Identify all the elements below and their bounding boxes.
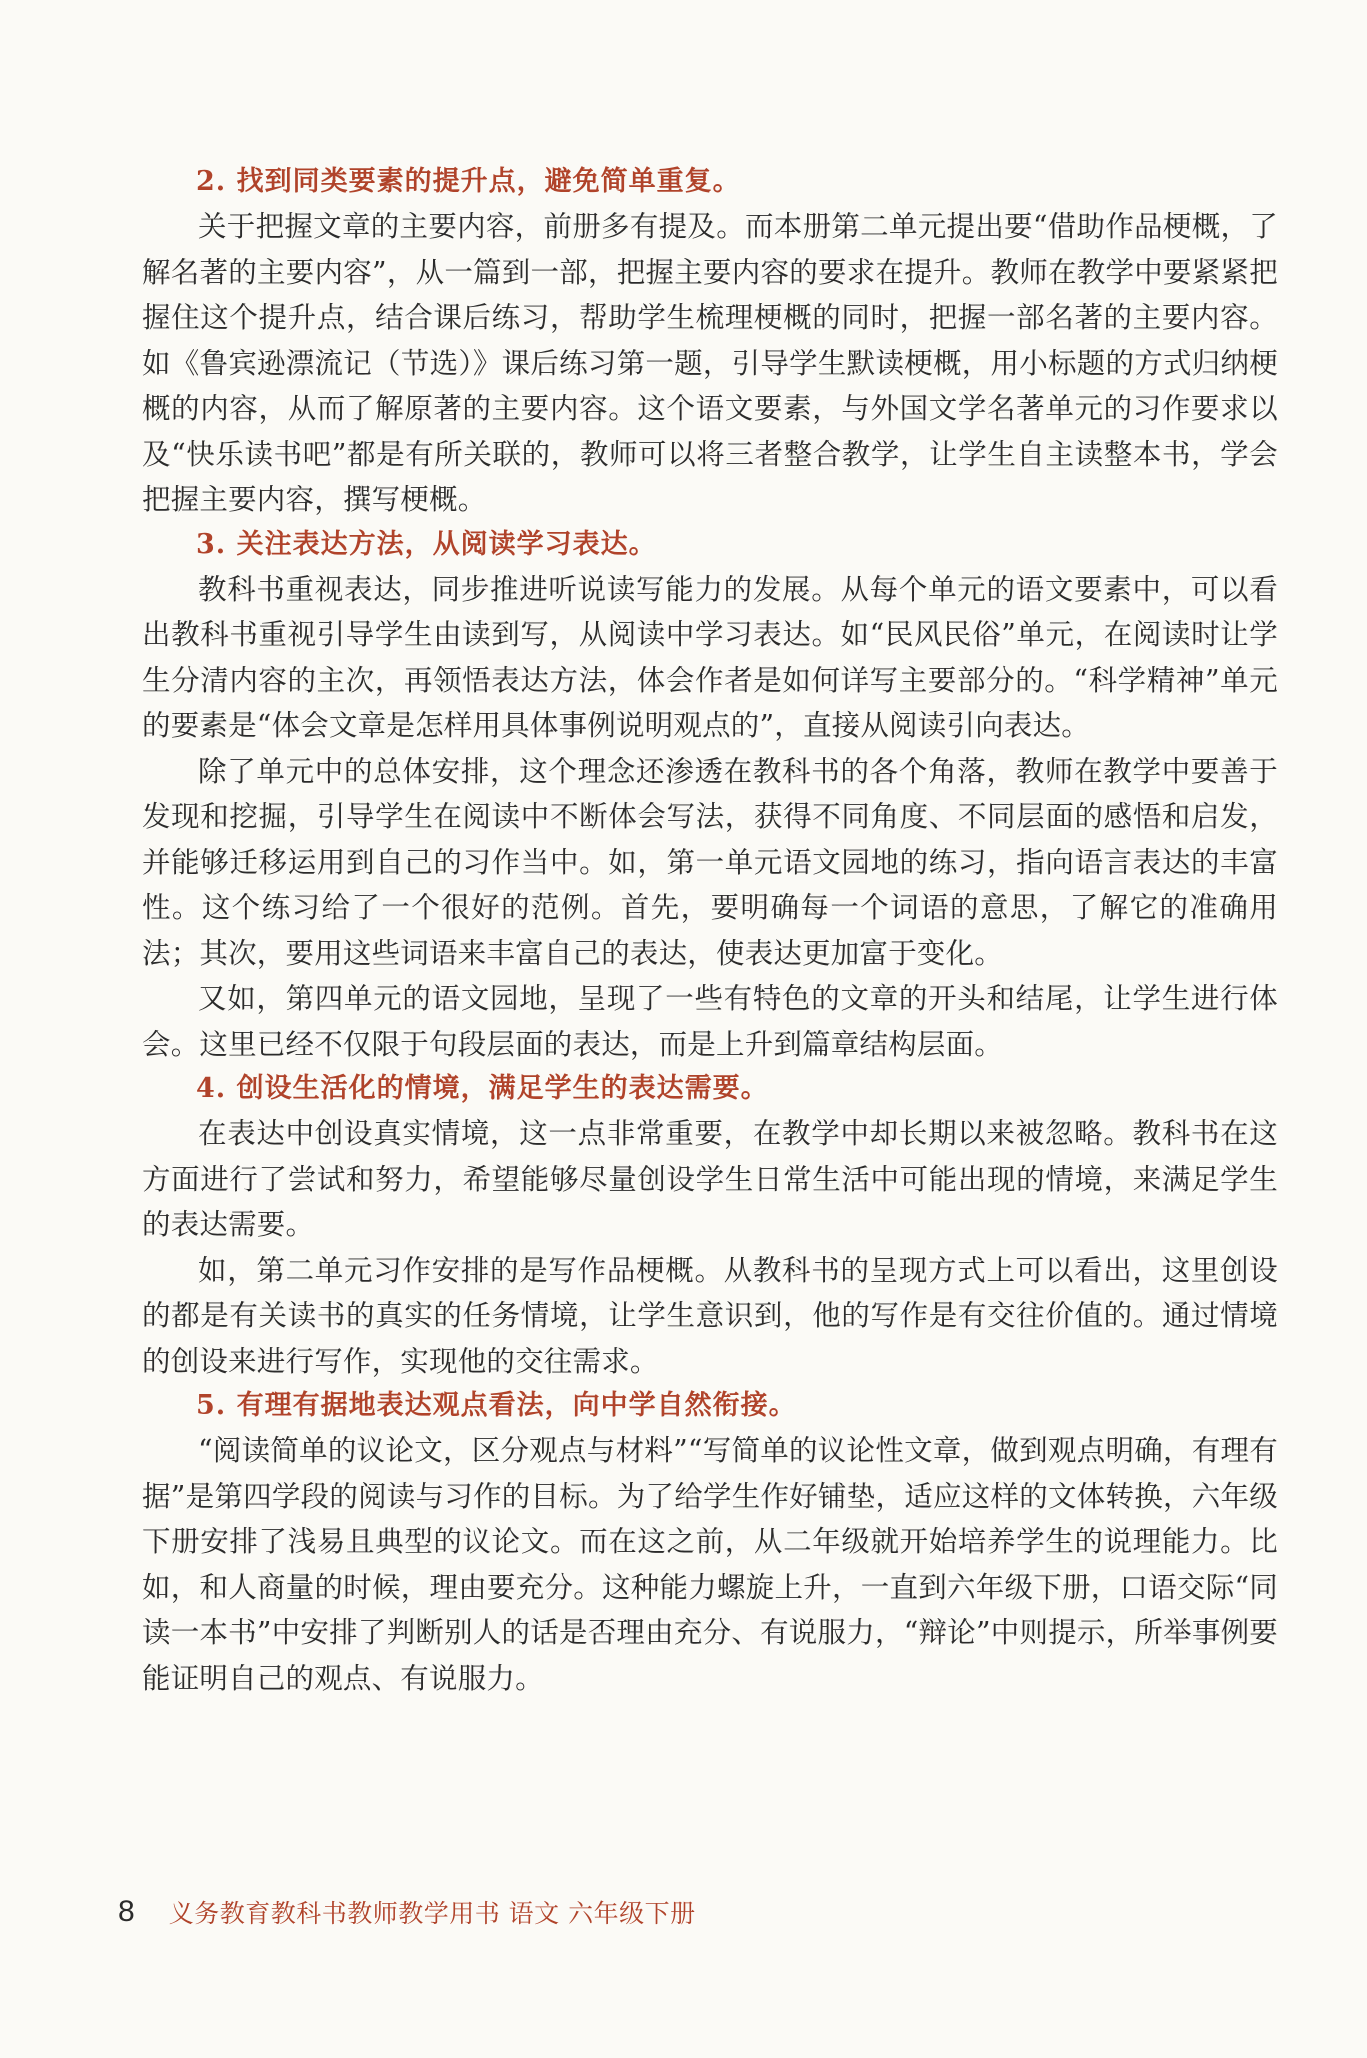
paragraph: 除了单元中的总体安排，这个理念还渗透在教科书的各个角落，教师在教学中要善于发现和挖掘，引导学生在阅读中不断体会写法，获得不同角度、不同层面的感悟和启发，并能够迁移运用到自己的习作当中。如，第一单元语文园地的练习，指向语言表达的丰富性。这个练习给了一个很好的范例。首先，要明确每一个词语的意思，了解它的准确用法；其次，要用这些词语来丰富自己的表达，使表达更加富于变化。 xyxy=(142,754,1278,970)
page-content xyxy=(142,160,1278,1701)
paragraph: 又如，第四单元的语文园地，呈现了一些有特色的文章的开头和结尾，让学生进行体会。这里已经不仅限于句段层面的表达，而是上升到篇章结构层面。 xyxy=(142,982,1278,1061)
paragraph: 如，第二单元习作安排的是写作品梗概。从教科书的呈现方式上可以看出，这里创设的都是有关读书的真实的任务情境，让学生意识到，他的写作是有交往价值的。通过情境的创设来进行写作，实现他的交往需求。 xyxy=(142,1253,1278,1378)
page-number: 8 xyxy=(118,1895,135,1928)
paragraph: 关于把握文章的主要内容，前册多有提及。而本册第二单元提出要“借助作品梗概，了解名著的主要内容”，从一篇到一部，把握主要内容的要求在提升。教师在教学中要紧紧把握住这个提升点，结合课后练习，帮助学生梳理梗概的同时，把握一部名著的主要内容。如《鲁宾逊漂流记（节选）》课后练习第一题，引导学生默读梗概，用小标题的方式归纳梗概的内容，从而了解原著的主要内容。这个语文要素，与外国文学名著单元的习作要求以及“快乐读书吧”都是有所关联的，教师可以将三者整合教学，让学生自主读整本书，学会把握主要内容，撰写梗概。 xyxy=(142,210,1278,516)
paragraph: 在表达中创设真实情境，这一点非常重要，在教学中却长期以来被忽略。教科书在这方面进行了尝试和努力，希望能够尽量创设学生日常生活中可能出现的情境，来满足学生的表达需要。 xyxy=(142,1117,1278,1241)
section-heading: 4. 创设生活化的情境，满足学生的表达需要。 xyxy=(196,1073,769,1104)
paragraph: 教科书重视表达，同步推进听说读写能力的发展。从每个单元的语文要素中，可以看出教科书重视引导学生由读到写，从阅读中学习表达。如“民风民俗”单元，在阅读时让学生分清内容的主次，再领悟表达方法，体会作者是如何详写主要部分的。“科学精神”单元的要素是“体会文章是怎样用具体事例说明观点的”，直接从阅读引向表达。 xyxy=(142,572,1278,742)
section-heading: 5. 有理有据地表达观点看法，向中学自然衔接。 xyxy=(196,1390,797,1421)
section-4 xyxy=(142,1067,1278,1384)
section-5 xyxy=(142,1384,1278,1701)
section-3 xyxy=(142,523,1278,1068)
page-footer xyxy=(118,1890,696,1934)
section-2 xyxy=(142,160,1278,523)
book-title: 义务教育教科书教师教学用书 语文 六年级下册 xyxy=(168,1899,696,1928)
paragraph: “阅读简单的议论文，区分观点与材料”“写简单的议论性文章，做到观点明确，有理有据”是第四学段的阅读与习作的目标。为了给学生作好铺垫，适应这样的文体转换，六年级下册安排了浅易且典型的议论文。而在这之前，从二年级就开始培养学生的说理能力。比如，和人商量的时候，理由要充分。这种能力螺旋上升，一直到六年级下册，口语交际“同读一本书”中安排了判断别人的话是否理由充分、有说服力，“辩论”中则提示，所举事例要能证明自己的观点、有说服力。 xyxy=(142,1434,1278,1695)
section-heading: 3. 关注表达方法，从阅读学习表达。 xyxy=(196,528,657,560)
section-heading: 2. 找到同类要素的提升点，避免简单重复。 xyxy=(196,166,741,197)
